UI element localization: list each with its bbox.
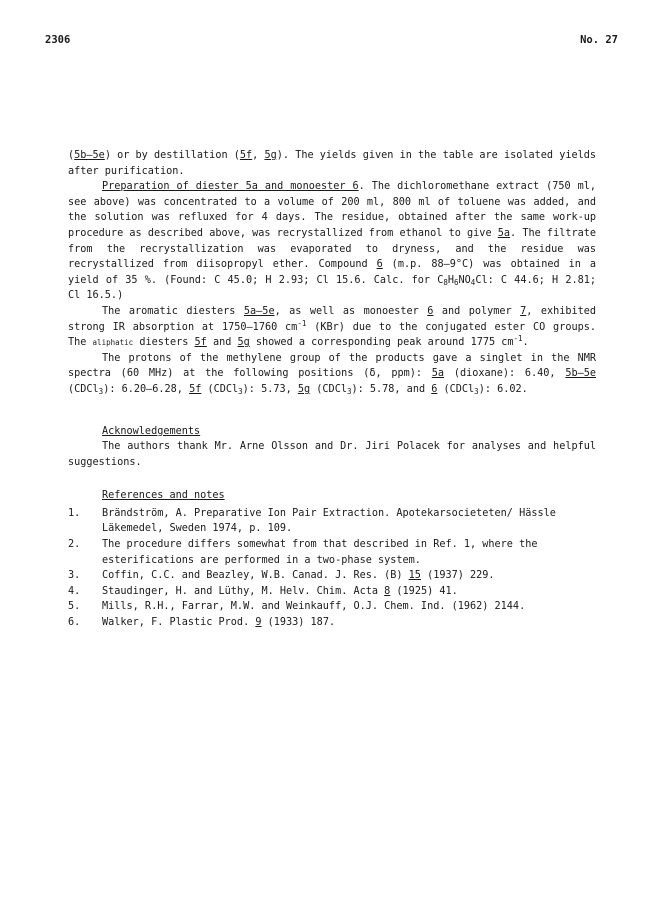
paragraph-purification: (5b–5e) or by destillation (5f, 5g). The yields given in the table are isolated yields after purification. [68,150,597,177]
page-number: 2306 [45,34,71,46]
subscript: 4 [470,277,476,287]
reference-item [68,568,596,584]
journal-issue-number: No. 27 [580,34,618,46]
reference-number: 2. [68,539,81,551]
superscript: -1 [297,318,307,328]
compound-ref: 5b–5e [74,150,105,161]
reference-item [68,537,596,568]
reference-item [68,615,596,631]
reference-number: 5. [68,601,81,613]
volume-number: 9 [255,617,262,629]
compound-ref: 6 [431,383,438,395]
compound-ref: 5a–5e [243,305,275,317]
subscript: 3 [238,386,243,396]
subscript: 3 [474,386,479,396]
reference-text: The procedure differs somewhat from that described in Ref. 1, where the esterifications are performed in a two-phase system. [102,539,538,566]
compound-ref: 5g [297,383,311,395]
compound-ref: 5a [497,227,511,239]
compound-ref: 5f [239,150,253,161]
aliphatic-word: aliphatic [92,338,134,348]
acknowledgements-heading: Acknowledgements [102,425,201,437]
volume-number: 15 [408,570,421,582]
compound-ref: 6 [427,305,434,317]
article-body [68,148,596,631]
reference-number: 3. [68,570,81,582]
references-heading: References and notes [102,490,225,502]
reference-text: Walker, F. Plastic Prod. 9 (1933) 187. [102,617,336,629]
compound-ref: 5g [264,150,277,161]
compound-ref: 7 [520,305,527,317]
compound-ref: 6 [376,259,383,271]
paragraph-nmr: The protons of the methylene group of the products gave a singlet in the NMR spectra (60 MHz) at the following positions (δ, ppm): 5a (dioxane): 6.40, 5b–5e (CDCl$_3$): 6.20–6.28, 5f (CDCl$_3$): 5.73, 5g (CDCl$_3$): 5.78, and 6 (CDCl$_3$): 6.02. [68,352,596,396]
reference-text: Mills, R.H., Farrar, M.W. and Weinkauff, O.J. Chem. Ind. (1962) 2144. [102,601,526,613]
subscript: 3 [98,386,104,396]
compound-ref: 5b–5e [565,368,596,380]
references-list [68,506,596,631]
reference-number: 4. [68,585,81,597]
paragraph-ir-absorption: The aromatic diesters 5a–5e, as well as monoester 6 and polymer 7, exhibited strong IR absorption at 1750–1760 $cm^{-1}$ (KBr) due to the conjugated ester CO groups. The aliphatic diesters 5f and 5g showed a corresponding peak around 1775 $cm^{-1}$. [68,305,597,349]
compound-ref: 5f [194,337,207,349]
reference-text: Coffin, C.C. and Beazley, W.B. Canad. J. Res. (B) 15 (1937) 229. [102,570,495,582]
compound-ref: 5g [237,337,250,349]
reference-item [68,506,596,537]
volume-number: 8 [384,585,391,597]
acknowledgements-text: The authors thank Mr. Arne Olsson and Dr. Jiri Polacek for analyses and helpful suggestions. [68,441,596,468]
reference-number: 1. [68,507,81,519]
reference-item [68,584,596,600]
subscript: 8 [443,277,448,287]
subscript: 6 [454,277,459,287]
superscript: -1 [513,334,523,344]
compound-ref: 5f [189,383,202,395]
reference-item [68,599,596,615]
reference-number: 6. [68,617,81,629]
subscript: 3 [346,386,352,396]
compound-ref: 5a [431,368,445,380]
paragraph-preparation: Preparation of diester 5a and monoester 6. The dichloromethane extract (750 ml, see above) was concentrated to a volume of 200 ml, 800 ml of toluene was added, and the solution was refluxed for 4 days. The residue, obtained after the same work-up procedure as described above, was recrystallized from ethanol to give 5a. The filtrate from the recrystallization was evaporated to dryness, and the residue was recrystallized from diisopropyl ether. Compound 6 (m.p. 88–9°C) was obtained in a yield of 35 %. (Found: C 45.0; H 2.93; Cl 15.6. Calc. for $C_8H_6NO_4Cl$: C 44.6; H 2.81; Cl 16.5.) [68,181,596,302]
preparation-heading: Preparation of diester 5a and monoester 6 [102,181,359,193]
reference-text: Brändström, A. Preparative Ion Pair Extraction. Apotekarsocieteten/ Hässle Läkemedel, Sweden 1974, p. 109. [102,507,556,535]
reference-text: Staudinger, H. and Lüthy, M. Helv. Chim. Acta 8 (1925) 41. [102,585,458,597]
